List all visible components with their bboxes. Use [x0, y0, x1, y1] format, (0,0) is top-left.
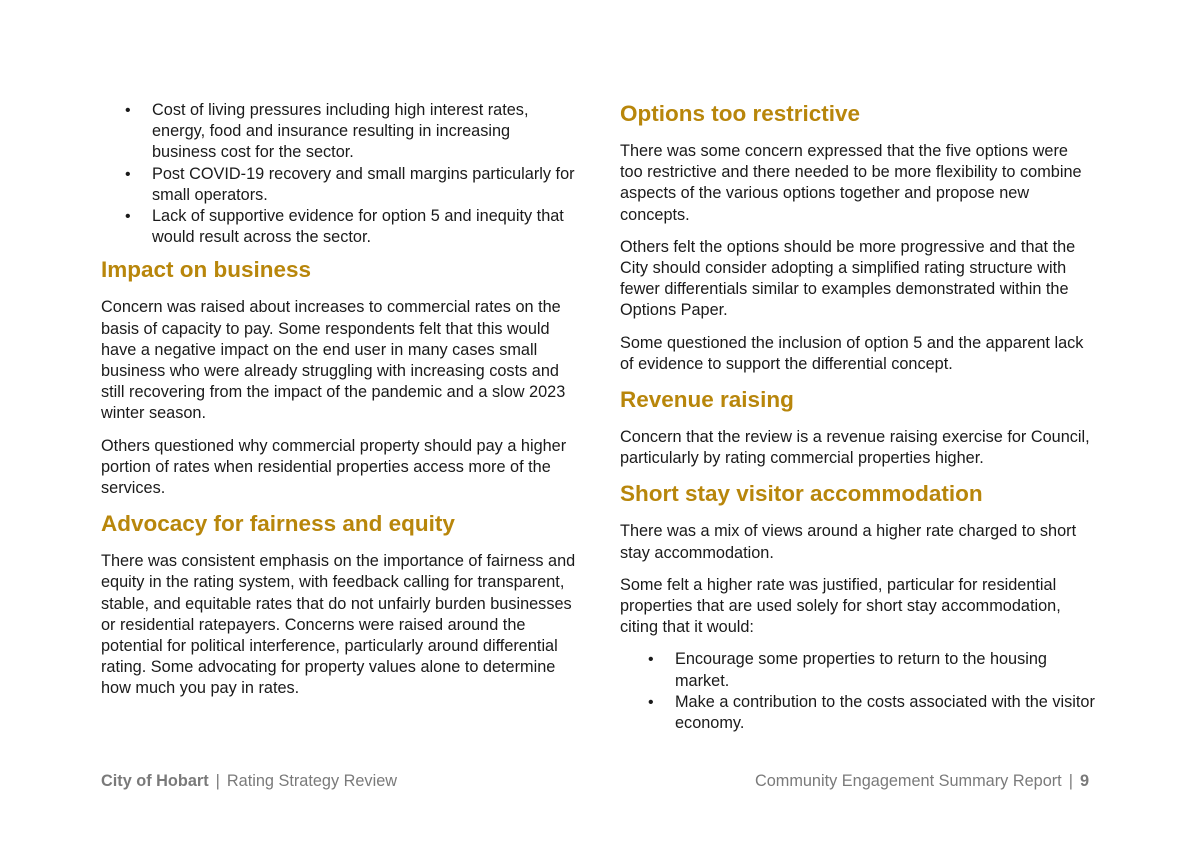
- paragraph: There was consistent emphasis on the importance of fairness and equity in the rating system, with feedback calling for transparent, stable, and equitable rates that do not unfairly burden businesses or residential ratepayers. Concerns were raised around the potential for political interference, particularly around differential rating. Some advocating for property values alone to determine how much you pay in rates.: [101, 552, 576, 698]
- paragraph: There was some concern expressed that the five options were too restrictive and there needed to be more flexibility to combine aspects of the various options together and propose new concepts.: [620, 142, 1082, 224]
- footer-right: [755, 771, 1089, 792]
- paragraph: Concern that the review is a revenue raising exercise for Council, particularly by rating commercial properties higher.: [620, 428, 1090, 468]
- paragraph: Others questioned why commercial property should pay a higher portion of rates when residential properties access more of the services.: [101, 436, 567, 498]
- footer-doc-title: Rating Strategy Review: [226, 772, 398, 790]
- heading-revenue-raising: Revenue raising: [620, 387, 794, 413]
- heading-impact-on-business: Impact on business: [101, 257, 312, 283]
- heading-options-too-restrictive: Options too restrictive: [620, 101, 861, 126]
- footer-report-title: Community Engagement Summary Report: [754, 772, 1062, 790]
- list-item: • Cost of living pressures including high interest rates, energy, food and insurance resulting in increasing business cost for the sector.: [101, 100, 576, 164]
- footer-separator: |: [215, 772, 220, 790]
- list-item: • Make a contribution to the costs associated with the visitor economy.: [620, 692, 1095, 734]
- paragraph: Concern was raised about increases to commercial rates on the basis of capacity to pay. Some respondents felt that this would have a negative impact on the end user in many cases small business who were already struggling with increasing costs and still recovering from the impact of the pandemic and a slow 2023 winter season.: [101, 298, 566, 423]
- left-column: [101, 100, 576, 711]
- footer-left: [101, 771, 397, 792]
- right-column: [620, 100, 1095, 742]
- paragraph: Some felt a higher rate was justified, particular for residential properties that are used solely for short stay accommodation, citing that it would:: [620, 575, 1061, 637]
- list-item: • Lack of supportive evidence for option 5 and inequity that would result across the sector.: [101, 206, 576, 248]
- paragraph: Some questioned the inclusion of option 5 and the apparent lack of evidence to support the differential concept.: [620, 333, 1084, 373]
- heading-short-stay: Short stay visitor accommodation: [620, 481, 983, 507]
- footer-separator: |: [1068, 772, 1073, 790]
- cost-pressures-list: [101, 100, 576, 248]
- list-item: • Encourage some properties to return to the housing market.: [620, 649, 1095, 691]
- list-item: • Post COVID-19 recovery and small margins particularly for small operators.: [101, 164, 576, 206]
- paragraph: There was a mix of views around a higher rate charged to short stay accommodation.: [620, 522, 1077, 562]
- heading-advocacy: Advocacy for fairness and equity: [101, 511, 455, 537]
- paragraph: Others felt the options should be more progressive and that the City should consider adopting a simplified rating structure with fewer differentials similar to examples demonstrated within the Options Paper.: [620, 237, 1076, 320]
- footer-org: City of Hobart: [101, 772, 209, 790]
- page-number: 9: [1079, 772, 1089, 790]
- short-stay-benefits-list: [620, 649, 1095, 734]
